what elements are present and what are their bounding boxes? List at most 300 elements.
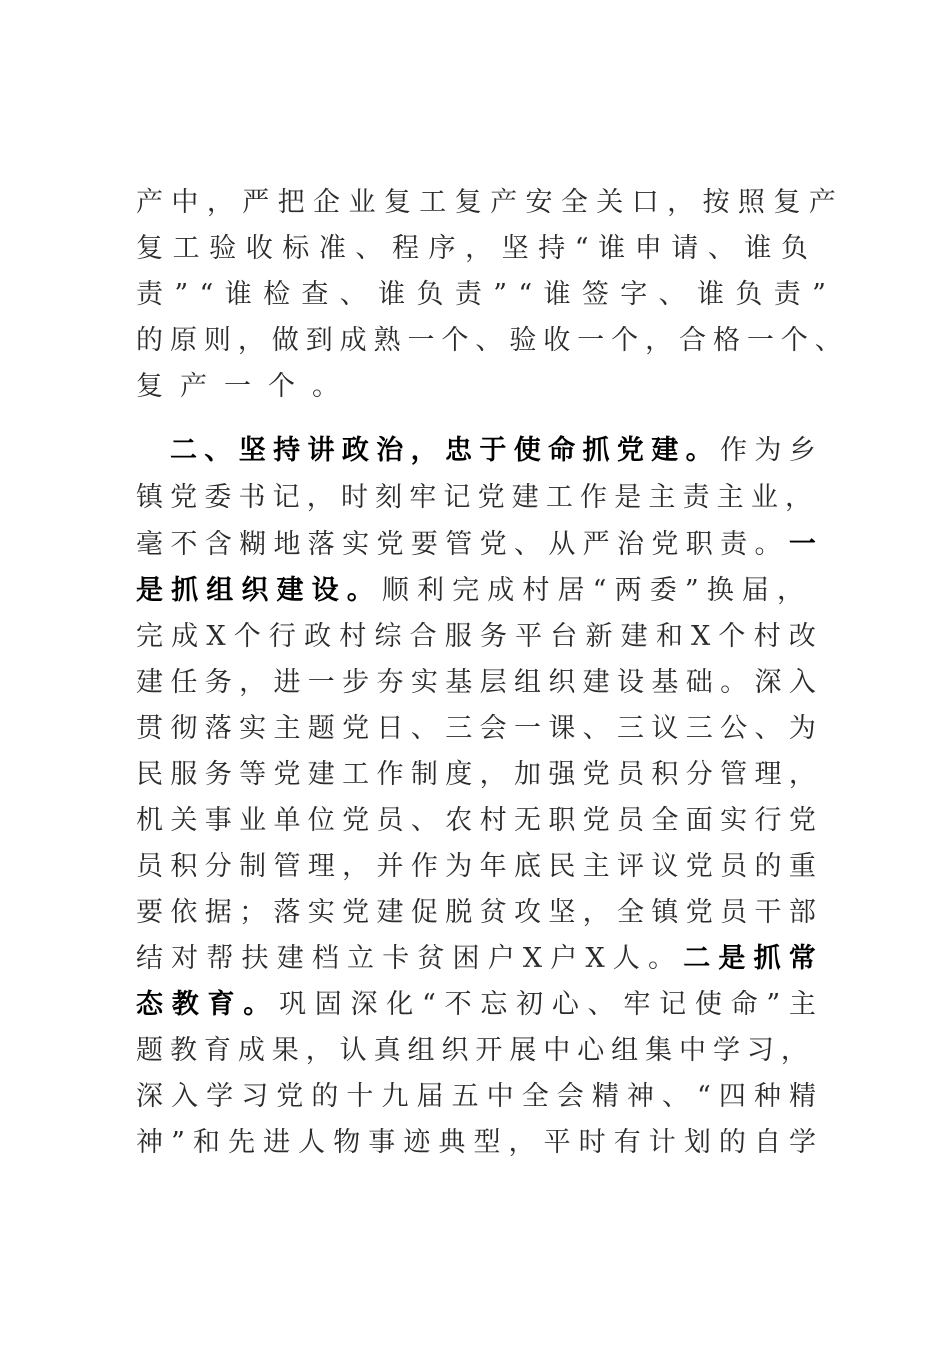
glyph: 个 <box>780 325 808 356</box>
glyph: 要 <box>136 897 163 928</box>
paragraph2-line14 <box>136 1028 808 1074</box>
glyph: 户 <box>550 943 578 974</box>
paragraph2-line9 <box>136 798 816 844</box>
glyph: 、 <box>410 805 438 836</box>
glyph: 改 <box>788 621 816 652</box>
glyph: 典 <box>438 1127 466 1158</box>
glyph: 深 <box>136 1081 163 1112</box>
glyph: 成 <box>171 621 199 652</box>
glyph: 设 <box>617 667 645 698</box>
glyph: 和 <box>192 1127 220 1158</box>
glyph: 是 <box>136 575 163 606</box>
glyph: 主 <box>788 989 816 1020</box>
glyph: 届 <box>416 1081 444 1112</box>
glyph: 务 <box>479 621 507 652</box>
glyph: 攻 <box>513 897 541 928</box>
glyph: 建 <box>651 435 679 466</box>
glyph: 全 <box>521 1081 549 1112</box>
glyph: 入 <box>788 667 816 698</box>
glyph: 复 <box>136 233 163 264</box>
glyph: 题 <box>136 1035 163 1066</box>
glyph: 党 <box>685 897 713 928</box>
glyph: 不 <box>444 989 472 1020</box>
glyph: “ <box>592 575 607 606</box>
glyph: ， <box>305 1035 333 1066</box>
glyph: 员 <box>376 805 404 836</box>
glyph: 委 <box>649 575 677 606</box>
glyph: 党 <box>276 1081 304 1112</box>
paragraph2-line8 <box>136 752 816 798</box>
glyph: 果 <box>271 1035 299 1066</box>
glyph: 制 <box>239 851 267 882</box>
glyph: 建 <box>511 482 539 513</box>
glyph: ， <box>206 187 234 218</box>
glyph: 原 <box>169 325 197 356</box>
glyph: 任 <box>170 667 198 698</box>
glyph: 抓 <box>753 943 781 974</box>
glyph: 、 <box>475 325 503 356</box>
glyph: 二 <box>170 435 197 466</box>
glyph: 坚 <box>238 435 266 466</box>
glyph: 镇 <box>136 482 163 513</box>
glyph: 全 <box>651 805 679 836</box>
glyph: 落 <box>204 713 232 744</box>
glyph: 帮 <box>206 943 234 974</box>
glyph: 会 <box>479 713 507 744</box>
glyph: 户 <box>487 943 515 974</box>
glyph: 巩 <box>279 989 306 1020</box>
glyph: 新 <box>585 621 613 652</box>
glyph: 乡 <box>788 435 816 466</box>
glyph: 员 <box>617 759 645 790</box>
glyph: 党 <box>479 529 507 560</box>
glyph: 分 <box>685 759 713 790</box>
glyph: 牢 <box>623 989 651 1020</box>
glyph: 讲 <box>307 435 335 466</box>
glyph: ， <box>479 759 507 790</box>
glyph: 和 <box>655 621 683 652</box>
glyph: 不 <box>170 529 198 560</box>
glyph: 彻 <box>170 713 198 744</box>
glyph: 为 <box>445 851 473 882</box>
glyph: 、 <box>707 233 735 264</box>
glyph: 产 <box>808 187 836 218</box>
glyph: 、 <box>658 279 686 310</box>
glyph: 会 <box>556 1081 584 1112</box>
glyph: ” <box>174 279 189 310</box>
glyph: 教 <box>169 1035 197 1066</box>
glyph: 合 <box>679 325 706 356</box>
glyph: 深 <box>754 667 782 698</box>
glyph: 年 <box>479 851 507 882</box>
glyph: 做 <box>271 325 299 356</box>
glyph: 、 <box>814 325 842 356</box>
glyph: 单 <box>273 805 301 836</box>
glyph: 、 <box>513 529 541 560</box>
glyph: 利 <box>417 575 444 606</box>
glyph: 党 <box>685 851 713 882</box>
glyph: 神 <box>626 1081 654 1112</box>
glyph: 理 <box>754 759 782 790</box>
glyph: “ <box>574 233 589 264</box>
glyph: 服 <box>444 621 472 652</box>
glyph: 常 <box>788 943 816 974</box>
paragraph2-line11 <box>136 890 816 936</box>
glyph: 落 <box>307 529 335 560</box>
paragraph2-line2 <box>136 475 812 521</box>
glyph: 抓 <box>582 435 610 466</box>
glyph: ， <box>508 1127 536 1158</box>
glyph: 。 <box>754 529 782 560</box>
glyph: 神 <box>136 1127 163 1158</box>
glyph: 基 <box>651 667 679 698</box>
glyph: 严 <box>582 529 610 560</box>
glyph: 牢 <box>409 482 437 513</box>
glyph: 的 <box>754 851 782 882</box>
glyph: 工 <box>342 759 370 790</box>
glyph: 课 <box>548 713 576 744</box>
glyph: 积 <box>170 851 198 882</box>
glyph: 部 <box>788 897 816 928</box>
glyph: 完 <box>452 575 480 606</box>
glyph: 验 <box>209 233 237 264</box>
glyph: 进 <box>263 1127 291 1158</box>
glyph: 产 <box>136 187 163 218</box>
glyph: 命 <box>730 989 758 1020</box>
glyph: 织 <box>548 667 576 698</box>
glyph: 中 <box>543 1035 571 1066</box>
glyph: 九 <box>381 1081 409 1112</box>
glyph: 标 <box>282 233 310 264</box>
paragraph2-line16 <box>136 1120 816 1166</box>
glyph: 治 <box>376 435 404 466</box>
glyph: 等 <box>239 759 267 790</box>
glyph: 无 <box>513 805 541 836</box>
glyph: 全 <box>617 897 645 928</box>
glyph: 治 <box>617 529 645 560</box>
glyph: 并 <box>376 851 404 882</box>
glyph: 加 <box>513 759 541 790</box>
glyph: 政 <box>304 621 332 652</box>
glyph: ， <box>788 759 816 790</box>
glyph: 农 <box>445 805 473 836</box>
glyph: ， <box>410 435 438 466</box>
glyph: 困 <box>452 943 480 974</box>
glyph: 育 <box>203 1035 231 1066</box>
glyph: 事 <box>204 805 232 836</box>
glyph: 作 <box>580 482 608 513</box>
glyph: 坚 <box>501 233 529 264</box>
glyph: 时 <box>578 1127 606 1158</box>
glyph: 中 <box>679 1035 706 1066</box>
glyph: 入 <box>171 1081 199 1112</box>
glyph: 有 <box>613 1127 641 1158</box>
glyph: 分 <box>204 851 232 882</box>
glyph: 主 <box>582 851 610 882</box>
glyph: 服 <box>170 759 198 790</box>
glyph: “ <box>199 279 214 310</box>
glyph: 、 <box>355 233 383 264</box>
glyph: 负 <box>416 279 444 310</box>
glyph: 口 <box>631 187 659 218</box>
paragraph2-line12 <box>136 936 816 982</box>
glyph: ， <box>645 325 673 356</box>
glyph: 设 <box>311 575 339 606</box>
glyph: 村 <box>339 621 367 652</box>
glyph: 到 <box>305 325 333 356</box>
glyph: 度 <box>445 759 473 790</box>
glyph: 重 <box>788 851 816 882</box>
glyph: 展 <box>509 1035 537 1066</box>
glyph: ， <box>777 575 804 606</box>
glyph: 安 <box>525 187 553 218</box>
glyph: 。 <box>685 435 713 466</box>
glyph: 强 <box>548 759 576 790</box>
glyph: 织 <box>241 575 269 606</box>
glyph: 民 <box>136 759 163 790</box>
glyph: 、 <box>587 989 615 1020</box>
glyph: 村 <box>522 575 550 606</box>
glyph: 忠 <box>445 435 472 466</box>
glyph: 字 <box>620 279 648 310</box>
glyph: 党 <box>342 805 370 836</box>
paragraph2-line3 <box>136 522 816 568</box>
glyph: 务 <box>204 667 232 698</box>
glyph: 成 <box>487 575 515 606</box>
glyph: 。 <box>346 575 374 606</box>
paragraph2-line4 <box>136 568 804 614</box>
glyph: 个 <box>611 325 639 356</box>
glyph: X <box>690 621 711 652</box>
glyph: 党 <box>273 759 301 790</box>
glyph: 底 <box>513 851 541 882</box>
glyph: 位 <box>307 805 335 836</box>
glyph: 合 <box>409 621 437 652</box>
glyph: 党 <box>788 805 816 836</box>
glyph: 委 <box>204 482 232 513</box>
glyph: 、 <box>339 279 367 310</box>
glyph: 严 <box>242 187 270 218</box>
glyph: 立 <box>347 943 375 974</box>
glyph: 完 <box>136 621 163 652</box>
glyph: 开 <box>475 1035 503 1066</box>
glyph: 使 <box>513 435 541 466</box>
glyph: 员 <box>720 851 748 882</box>
glyph: 党 <box>582 805 610 836</box>
glyph: 产 <box>490 187 518 218</box>
glyph: 建 <box>620 621 648 652</box>
glyph: ， <box>465 233 493 264</box>
glyph: 三 <box>617 713 645 744</box>
glyph: 个 <box>233 621 261 652</box>
glyph: 村 <box>753 621 781 652</box>
glyph: 工 <box>419 187 447 218</box>
glyph: 学 <box>789 1127 816 1158</box>
glyph: 建 <box>307 759 335 790</box>
glyph: 二 <box>683 943 711 974</box>
glyph: 格 <box>712 325 740 356</box>
glyph: 评 <box>617 851 645 882</box>
glyph: ， <box>780 1035 808 1066</box>
glyph: 结 <box>136 943 163 974</box>
glyph: 实 <box>410 667 438 698</box>
paragraph2-line1 <box>170 428 816 474</box>
glyph: 础 <box>685 667 713 698</box>
glyph: 业 <box>348 187 376 218</box>
glyph: 村 <box>479 805 507 836</box>
glyph: 责 <box>136 279 163 310</box>
glyph: 理 <box>307 851 335 882</box>
glyph: 谁 <box>224 279 252 310</box>
glyph: 主 <box>273 713 301 744</box>
glyph: 种 <box>753 1081 781 1112</box>
glyph: 依 <box>170 897 198 928</box>
glyph: 职 <box>548 805 576 836</box>
glyph: 记 <box>272 482 300 513</box>
glyph: 记 <box>659 989 687 1020</box>
glyph: 中 <box>486 1081 514 1112</box>
glyph: 建 <box>376 897 404 928</box>
glyph: 促 <box>410 897 438 928</box>
glyph: 。 <box>648 943 676 974</box>
glyph: 书 <box>238 482 266 513</box>
glyph: 请 <box>671 233 699 264</box>
glyph: ， <box>306 482 334 513</box>
glyph: 为 <box>754 435 782 466</box>
glyph: 五 <box>451 1081 479 1112</box>
glyph: 准 <box>318 233 346 264</box>
glyph: 复 <box>454 187 482 218</box>
glyph: ” <box>684 575 699 606</box>
glyph: 机 <box>136 805 163 836</box>
glyph: 工 <box>545 482 573 513</box>
glyph: 建 <box>276 943 304 974</box>
glyph: 议 <box>651 713 679 744</box>
glyph: 题 <box>307 713 335 744</box>
glyph: 计 <box>648 1127 676 1158</box>
glyph: 关 <box>170 805 198 836</box>
glyph: 党 <box>376 529 404 560</box>
glyph: 组 <box>206 575 234 606</box>
glyph: 届 <box>741 575 769 606</box>
glyph: 管 <box>273 851 301 882</box>
glyph: 镇 <box>651 897 679 928</box>
glyph: 作 <box>376 759 404 790</box>
glyph: 党 <box>170 482 198 513</box>
glyph: ” <box>766 989 781 1020</box>
glyph: 申 <box>634 233 662 264</box>
glyph: 个 <box>718 621 746 652</box>
glyph: 扶 <box>241 943 269 974</box>
glyph: 行 <box>754 805 782 836</box>
glyph: 于 <box>479 435 507 466</box>
glyph: 顺 <box>381 575 409 606</box>
glyph: 实 <box>239 713 267 744</box>
glyph: 则 <box>203 325 231 356</box>
glyph: 职 <box>685 529 713 560</box>
glyph: 教 <box>171 989 199 1020</box>
glyph: 一 <box>407 325 435 356</box>
glyph: 建 <box>276 575 304 606</box>
glyph: 员 <box>136 851 163 882</box>
glyph: 成 <box>339 325 367 356</box>
glyph: 步 <box>342 667 370 698</box>
glyph: 责 <box>682 482 710 513</box>
glyph: 积 <box>651 759 679 790</box>
glyph: 谁 <box>543 279 571 310</box>
glyph: 三 <box>685 713 713 744</box>
glyph: 负 <box>780 233 808 264</box>
glyph: 固 <box>314 989 342 1020</box>
glyph: 事 <box>368 1127 396 1158</box>
glyph: 管 <box>445 529 473 560</box>
glyph: 党 <box>582 759 610 790</box>
glyph: 责 <box>773 279 801 310</box>
glyph: X <box>585 943 605 974</box>
glyph: 查 <box>301 279 329 310</box>
glyph: 、 <box>661 1081 689 1112</box>
glyph: 从 <box>548 529 576 560</box>
glyph: 业 <box>239 805 267 836</box>
glyph: 责 <box>720 529 748 560</box>
glyph: 时 <box>340 482 368 513</box>
glyph: ， <box>667 187 695 218</box>
paragraph2-line7 <box>136 706 816 752</box>
glyph: 习 <box>746 1035 774 1066</box>
glyph: 织 <box>441 1035 469 1066</box>
glyph: ” <box>812 279 826 310</box>
glyph: 贫 <box>417 943 445 974</box>
glyph: 记 <box>443 482 471 513</box>
glyph: 复 <box>773 187 801 218</box>
glyph: ， <box>342 851 370 882</box>
glyph: 建 <box>582 667 610 698</box>
glyph: 层 <box>479 667 507 698</box>
glyph: 夯 <box>376 667 404 698</box>
glyph: 照 <box>737 187 765 218</box>
glyph: 一 <box>577 325 605 356</box>
glyph: 公 <box>720 713 748 744</box>
glyph: 为 <box>788 713 816 744</box>
glyph: 划 <box>683 1127 711 1158</box>
glyph: 务 <box>204 759 232 790</box>
glyph: 十 <box>346 1081 374 1112</box>
glyph: 精 <box>591 1081 619 1112</box>
glyph: 命 <box>548 435 576 466</box>
glyph: 收 <box>245 233 273 264</box>
glyph: ， <box>239 667 267 698</box>
glyph: 组 <box>407 1035 435 1066</box>
glyph: 人 <box>612 943 640 974</box>
glyph: 企 <box>313 187 341 218</box>
glyph: 的 <box>718 1127 746 1158</box>
glyph: 要 <box>410 529 438 560</box>
glyph: 的 <box>136 325 163 356</box>
glyph: ； <box>239 897 267 928</box>
paragraph1-line1 <box>136 180 836 226</box>
glyph: 建 <box>136 667 163 698</box>
glyph: 四 <box>718 1081 746 1112</box>
glyph: 初 <box>516 989 544 1020</box>
glyph: 复 <box>383 187 411 218</box>
glyph: 干 <box>754 897 782 928</box>
glyph: 个 <box>441 325 469 356</box>
glyph: 自 <box>753 1127 781 1158</box>
glyph: “ <box>518 279 533 310</box>
glyph: 平 <box>543 1127 571 1158</box>
glyph: 、 <box>204 435 232 466</box>
glyph: 员 <box>720 897 748 928</box>
